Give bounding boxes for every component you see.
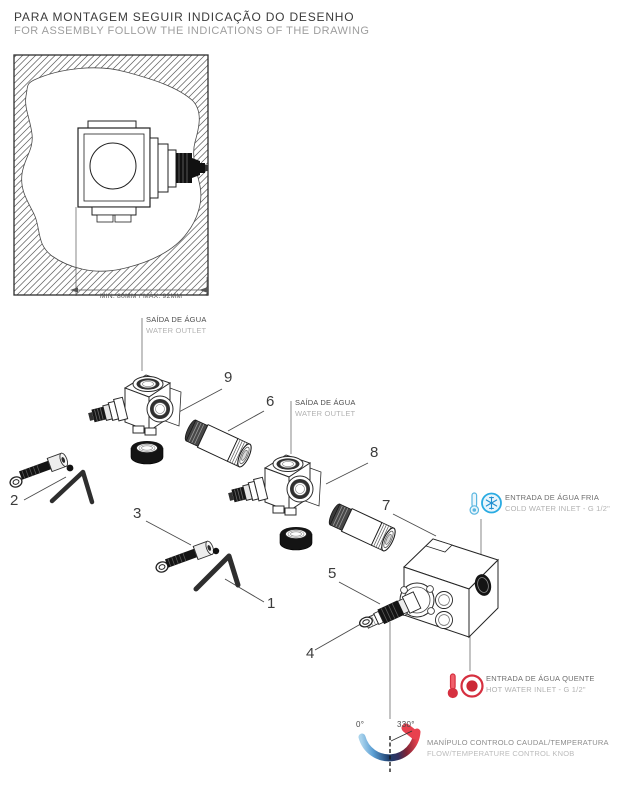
- screw-2: [18, 452, 69, 482]
- dial-start-label: 0°: [356, 720, 365, 729]
- snowflake-icon: [482, 494, 501, 513]
- set-screw-3: [213, 548, 219, 554]
- cold-inlet-icon: [470, 493, 501, 514]
- allen-key-2: [52, 472, 92, 502]
- part-5-leader: [339, 582, 380, 604]
- part-number-9: 9: [224, 369, 233, 386]
- allen-key-1: [196, 556, 238, 589]
- hot-inlet-icon: [448, 674, 482, 698]
- part-7-leader: [393, 514, 436, 536]
- hot-water-inlet-label: ENTRADA DE ÁGUA QUENTE HOT WATER INLET - G 1/2": [486, 674, 595, 694]
- dial-end-label: 330°: [397, 720, 415, 729]
- thermometer-hot-icon: [448, 674, 457, 698]
- dial-pointer-line: [391, 731, 412, 741]
- part-number-4: 4: [306, 645, 315, 662]
- part-number-5: 5: [328, 565, 337, 582]
- wall-section-drawing: [14, 55, 208, 296]
- locking-nut-8: [280, 527, 312, 550]
- thermostatic-valve-body: [400, 539, 498, 637]
- part-6-leader: [228, 411, 264, 431]
- part-8-leader: [326, 463, 368, 484]
- part-3-leader: [146, 521, 191, 545]
- cold-water-inlet-label: ENTRADA DE ÁGUA FRIA COLD WATER INLET - G 1/2": [505, 493, 611, 513]
- part-number-2: 2: [10, 492, 19, 509]
- part-9-leader: [177, 389, 222, 413]
- control-knob-label: MANÍPULO CONTROLO CAUDAL/TEMPERATURA FLOW/TEMPERATURE CONTROL KNOB: [427, 738, 609, 758]
- temperature-dial: [362, 728, 417, 772]
- control-stem-5: [362, 592, 420, 632]
- locking-nut-9: [131, 441, 163, 464]
- water-outlet-2-label: SAÍDA DE ÁGUA WATER OUTLET: [295, 398, 356, 418]
- part-number-7: 7: [382, 497, 391, 514]
- part-number-3: 3: [133, 505, 142, 522]
- hot-dot-icon: [462, 676, 483, 697]
- part-number-6: 6: [266, 393, 275, 410]
- part-1-leader: [225, 579, 264, 602]
- part-4-leader: [315, 621, 366, 650]
- washer-2: [9, 475, 24, 488]
- fixing-screw-set-3: [155, 540, 219, 573]
- pipe-nipple-6: [183, 418, 254, 469]
- header-instruction-en: FOR ASSEMBLY FOLLOW THE INDICATIONS OF THE DRAWING: [14, 25, 370, 37]
- water-outlet-1-label: SAÍDA DE ÁGUA WATER OUTLET: [146, 315, 207, 335]
- part-number-8: 8: [370, 444, 379, 461]
- fixing-screw-set-2: [9, 452, 92, 502]
- three-way-valve-9: [86, 375, 181, 435]
- set-screw-2: [67, 465, 74, 472]
- part-number-1: 1: [267, 595, 276, 612]
- depth-dimension-label: MIN. 80MM / MÁX. 92MM: [99, 293, 183, 300]
- header-instruction-pt: PARA MONTAGEM SEGUIR INDICAÇÃO DO DESENHO: [14, 10, 355, 24]
- thermometer-cold-icon: [470, 493, 478, 514]
